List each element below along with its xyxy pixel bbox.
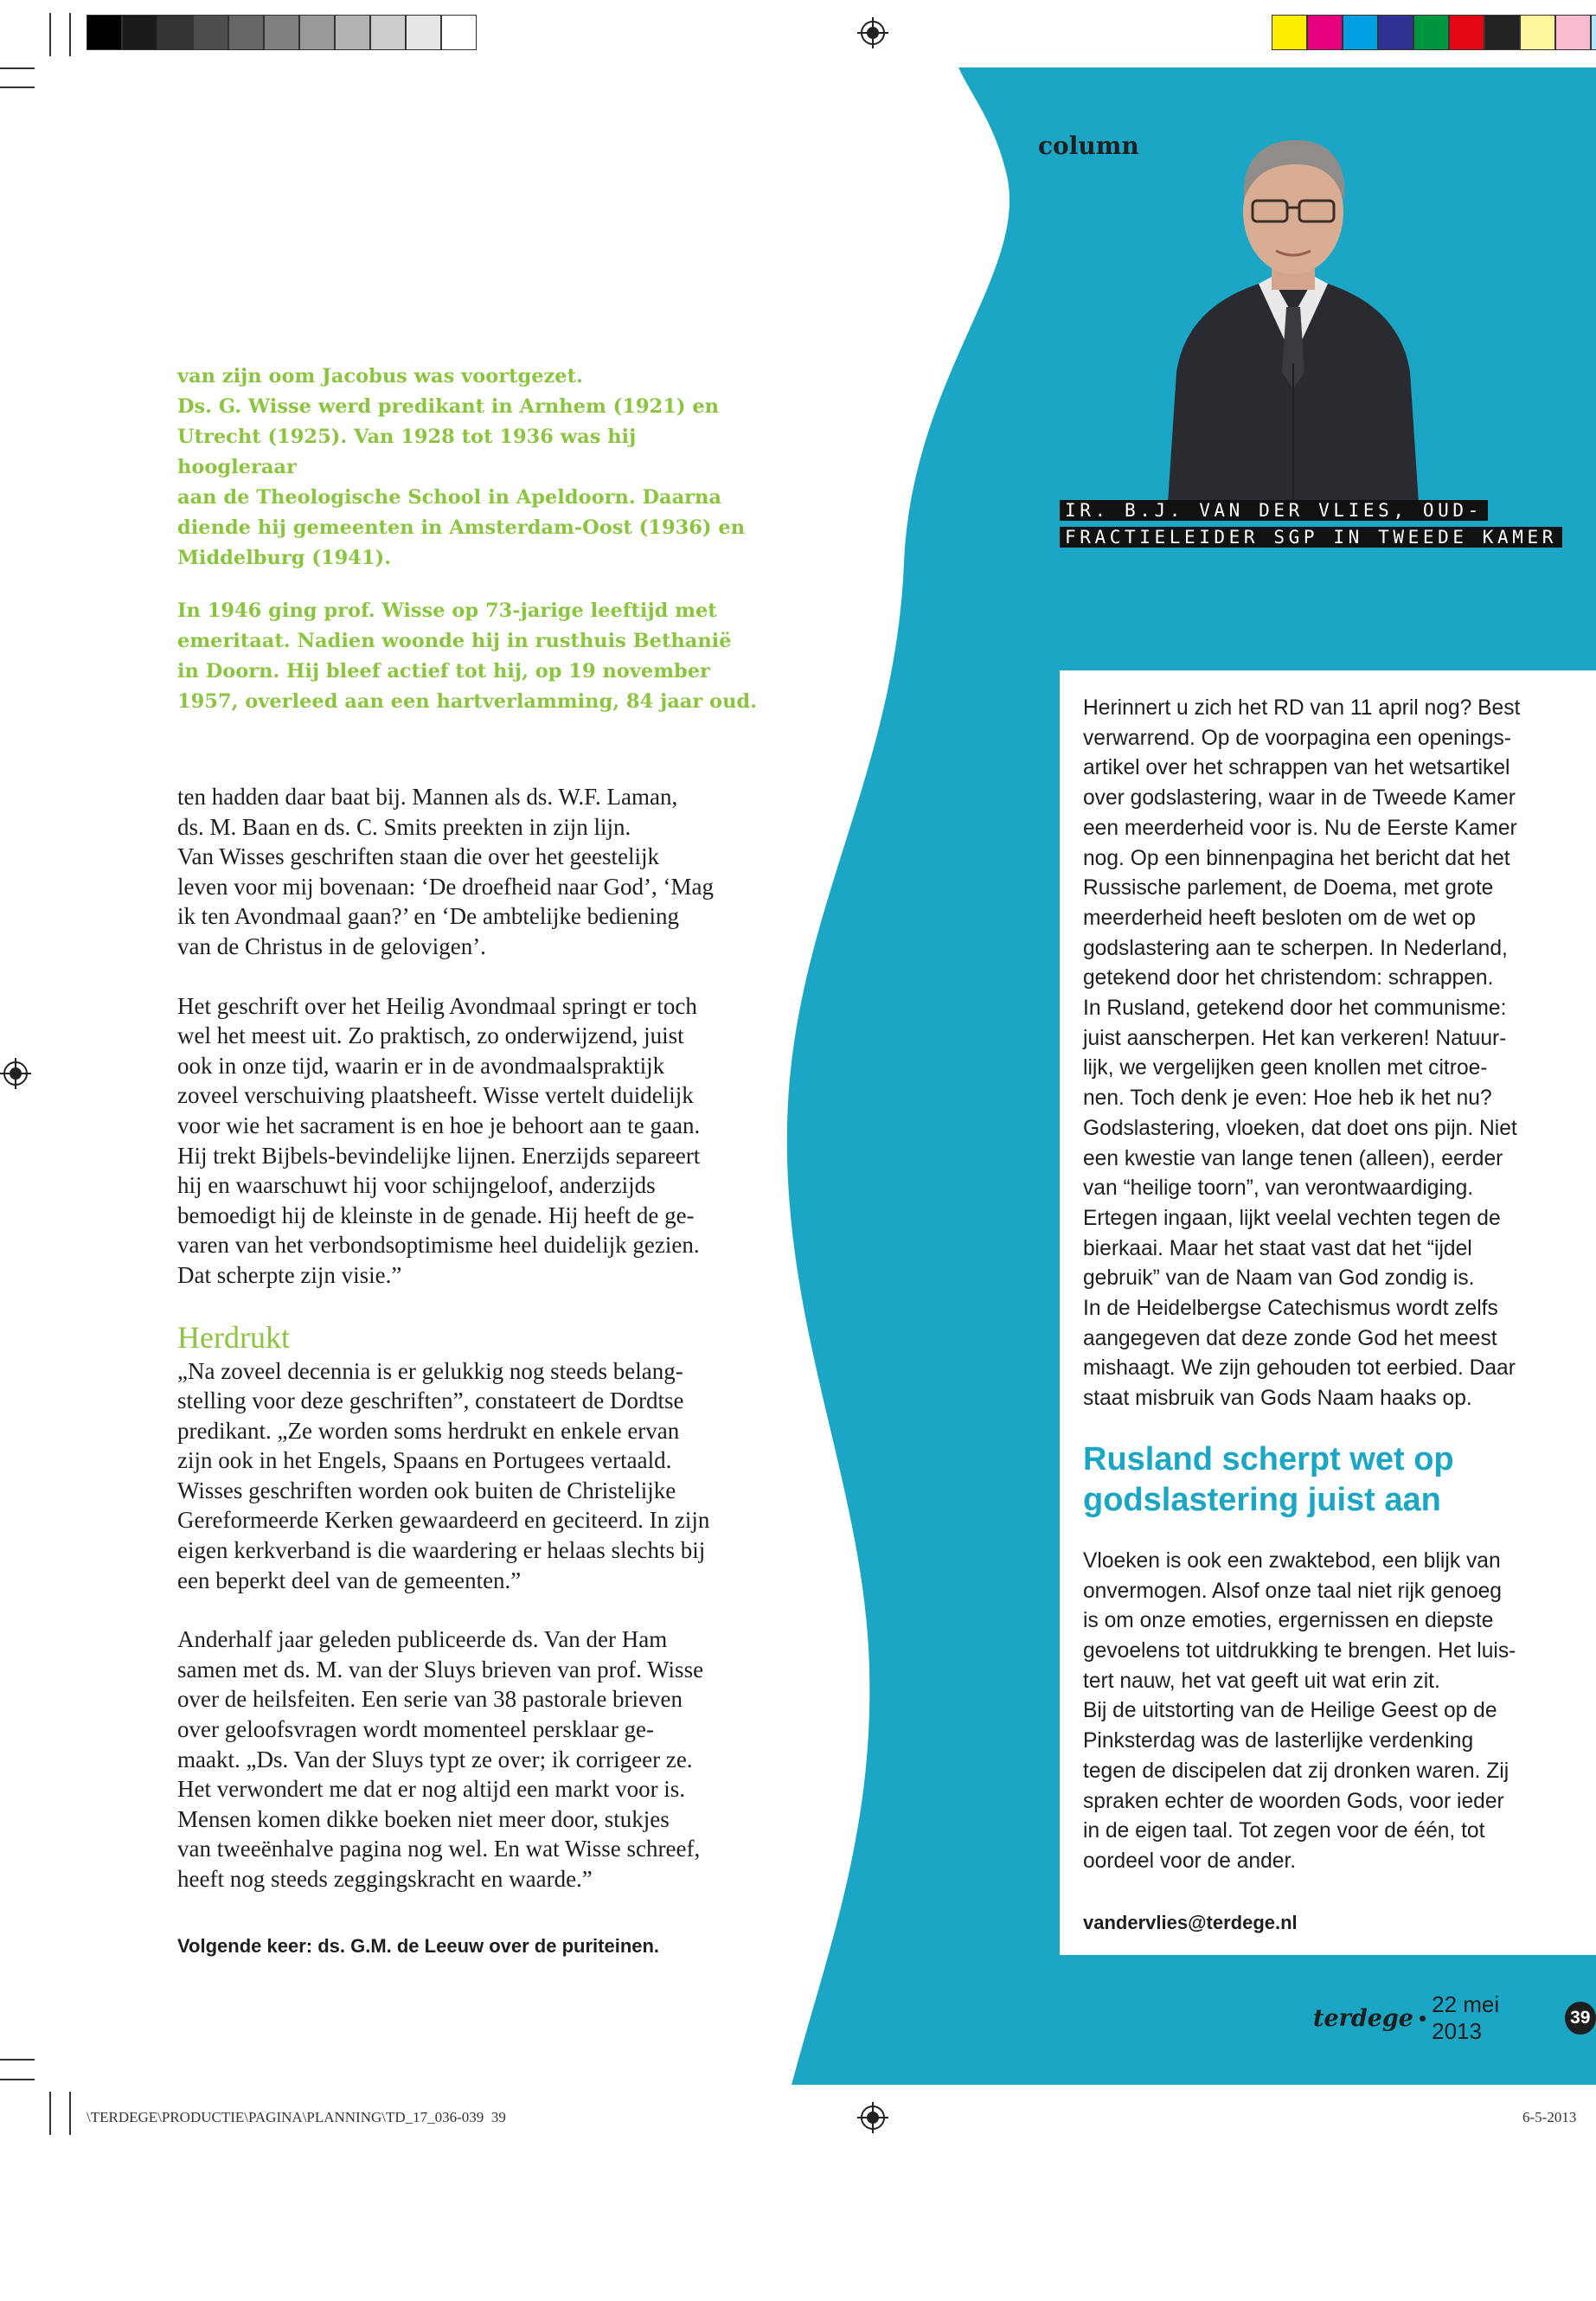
text-line: van “heilige toorn”, van verontwaardiging. (1083, 1176, 1474, 1201)
color-swatch (1591, 15, 1596, 50)
color-swatch (1484, 15, 1520, 50)
text-line: mishaagt. We zijn gehouden tot eerbied. Daar (1083, 1356, 1516, 1381)
color-swatch (122, 15, 157, 50)
color-swatch (1520, 15, 1555, 50)
color-swatch (193, 15, 228, 50)
text-line: heeft nog steeds zeggingskracht en waarde.” (177, 1866, 593, 1892)
text-line: maakt. „Ds. Van der Sluys typt ze over; ik corrigeer ze. (177, 1746, 693, 1772)
text-line: Ds. G. Wisse werd predikant in Arnhem (1921) en (177, 395, 720, 418)
crop-mark (0, 2079, 35, 2080)
text-line: nog. Op een binnenpagina het bericht dat het (1083, 846, 1510, 870)
color-swatch (335, 15, 370, 50)
text-line: in de eigen taal. Tot zegen voor de één, tot (1083, 1819, 1485, 1843)
left-paragraph-4 (177, 1625, 757, 1894)
text-line: In Rusland, getekend door het communisme: (1083, 997, 1507, 1021)
text-line: Pinksterdag was de lasterlijke verdenking (1083, 1729, 1474, 1753)
text-line: Van Wisses geschriften staan die over het geestelijk (177, 843, 659, 870)
column-subhead: Rusland scherpt wet op godslastering juist aan (1083, 1440, 1454, 1518)
color-swatch (157, 15, 193, 50)
column-headline: Zwaktebod (1081, 567, 1538, 657)
text-line: aan de Theologische School in Apeldoorn. Daarna (177, 486, 721, 509)
registration-mark-icon (0, 1058, 31, 1089)
registration-mark-icon (857, 17, 888, 48)
text-line: stelling voor deze geschriften”, constateert de Dordtse (177, 1388, 684, 1414)
text-line: Anderhalf jaar geleden publiceerde ds. Van der Ham (177, 1626, 668, 1653)
text-line: staat misbruik van Gods Naam haaks op. (1083, 1387, 1472, 1411)
slug-path (87, 2109, 506, 2126)
text-line: samen met ds. M. van der Sluys brieven van prof. Wisse (177, 1656, 704, 1682)
author-email: vandervlies@terdege.nl (1083, 1911, 1298, 1933)
text-line: Middelburg (1941). (177, 547, 392, 569)
green-paragraph-1 (177, 362, 757, 574)
author-caption (1060, 497, 1596, 551)
text-line: predikant. „Ze worden soms herdrukt en enkele ervan (177, 1417, 680, 1444)
text-line: van tweeënhalve pagina nog wel. En wat Wisse schreef, (177, 1836, 701, 1862)
text-line: Russische parlement, de Doema, met grote (1083, 876, 1494, 901)
text-line: van de Christus in de gelovigen’. (177, 933, 486, 959)
crop-mark (0, 2059, 35, 2061)
color-swatch (264, 15, 299, 50)
text-line: In de Heidelbergse Catechismus wordt zelfs (1083, 1297, 1498, 1321)
text-line: ten hadden daar baat bij. Mannen als ds. W.F. Laman, (177, 784, 678, 810)
text-line: tegen de discipelen dat zij dronken waren. Zij (1083, 1759, 1509, 1783)
text-line: varen van het verbondsoptimisme heel duidelijk gezien. (177, 1232, 700, 1259)
color-swatch (1555, 15, 1591, 50)
text-line: In 1946 ging prof. Wisse op 73-jarige leeftijd met (177, 599, 717, 622)
column-body (1083, 694, 1580, 1938)
text-line: 1957, overleed aan een hartverlamming, 84 jaar oud. (177, 690, 757, 713)
color-swatch (228, 15, 264, 50)
text-line: Vloeken is ook een zwaktebod, een blijk van (1083, 1548, 1501, 1573)
text-line: bierkaai. Maar het staat vast dat het “ijdel (1083, 1236, 1472, 1260)
color-swatch (1343, 15, 1378, 50)
text-line: over godslastering, waar in de Tweede Kamer (1083, 786, 1516, 811)
text-line: Godslastering, vloeken, dat doet ons pijn. Niet (1083, 1116, 1517, 1140)
color-swatch (1307, 15, 1343, 50)
text-line: emeritaat. Nadien woonde hij in rusthuis Bethanië (177, 630, 732, 652)
registration-mark-icon (857, 2102, 888, 2133)
text-line: meerderheid heeft besloten om de wet op (1083, 906, 1476, 930)
slug-date: 6-5-2013 (1522, 2109, 1577, 2125)
text-line: onvermogen. Alsof onze taal niet rijk genoeg (1083, 1579, 1502, 1603)
color-swatch (370, 15, 406, 50)
folio-separator: • (1419, 2004, 1427, 2031)
text-line: Hij trekt Bijbels-bevindelijke lijnen. Enerzijds separeert (177, 1142, 701, 1169)
text-line: Wisses geschriften worden ook buiten de Christelijke (177, 1477, 676, 1503)
text-line: Herinnert u zich het RD van 11 april nog? Best (1083, 696, 1521, 720)
text-line: lijk, we vergelijken geen knollen met citroe- (1083, 1056, 1488, 1080)
color-swatch (406, 15, 441, 50)
left-article-body (177, 782, 757, 1924)
text-line: spraken echter de woorden Gods, voor ieder (1083, 1789, 1504, 1813)
text-line: „Na zoveel decennia is er gelukkig nog steeds belang- (177, 1357, 683, 1384)
text-line: gevoelens tot uitdrukking te brengen. Het luis- (1083, 1638, 1516, 1663)
grayscale-color-bar (87, 15, 477, 50)
text-line: leven voor mij bovenaan: ‘De droefheid naar God’, ‘Mag (177, 873, 715, 900)
left-paragraph-1 (177, 782, 757, 962)
green-intro-box (177, 362, 757, 740)
text-line: eigen kerkverband is die waardering er helaas slechts bij (177, 1537, 706, 1564)
text-line: verwarrend. Op de voorpagina een openings- (1083, 726, 1511, 750)
color-swatch (299, 15, 335, 50)
author-portrait (1151, 130, 1436, 503)
text-line: Gereformeerde Kerken gewaardeerd en geciteerd. In zijn (177, 1507, 710, 1534)
text-line: oordeel voor de ander. (1083, 1849, 1297, 1873)
text-line: over geloofsvragen wordt momenteel persklaar ge- (177, 1716, 655, 1743)
text-line: ds. M. Baan en ds. C. Smits preekten in zijn lijn. (177, 813, 631, 840)
column-paragraph-2 (1083, 1547, 1580, 1877)
text-line: diende hij gemeenten in Amsterdam-Oost (1936) en (177, 516, 746, 539)
text-line: Utrecht (1925). Van 1928 tot 1936 was hij hoogleraar (177, 426, 637, 478)
crop-mark (49, 2092, 51, 2135)
text-line: godslastering aan te scherpen. In Nederland, (1083, 936, 1508, 960)
crop-mark (69, 2092, 71, 2135)
text-line: ik ten Avondmaal gaan?’ en ‘De ambtelijke bediening (177, 903, 680, 930)
caption-line-2: FRACTIELEIDER SGP IN TWEEDE KAMER (1060, 527, 1562, 548)
color-swatch (1378, 15, 1413, 50)
issue-date: 22 mei 2013 (1432, 1991, 1500, 2044)
text-line: bemoedigt hij de kleinste in de genade. Hij heeft de ge- (177, 1202, 695, 1228)
crop-mark (69, 13, 71, 56)
text-line: gebruik” van de Naam van God zondig is. (1083, 1266, 1475, 1291)
color-swatch (1413, 15, 1449, 50)
color-swatch (1272, 15, 1307, 50)
section-label: column (1038, 131, 1139, 160)
text-line: een beperkt deel van de gemeenten.” (177, 1567, 522, 1593)
text-line: een kwestie van lange tenen (alleen), eerder (1083, 1146, 1503, 1170)
text-line: zoveel verschuiving plaatsheeft. Wisse vertelt duidelijk (177, 1082, 694, 1109)
left-paragraph-3 (177, 1356, 757, 1596)
text-line: nen. Toch denk je even: Hoe heb ik het nu? (1083, 1086, 1492, 1111)
column-paragraph-1 (1083, 694, 1580, 1414)
text-line: Het verwondert me dat er nog altijd een markt voor is. (177, 1776, 686, 1803)
color-swatch (441, 15, 477, 50)
color-swatch (87, 15, 122, 50)
page-number: 39 (1565, 2002, 1596, 2035)
text-line: artikel over het schrappen van het wetsartikel (1083, 756, 1510, 780)
slug-file-path: \TERDEGE\PRODUCTIE\PAGINA\PLANNING\TD_17_036-039 (87, 2109, 484, 2125)
text-line: getekend door het christendom: schrappen. (1083, 966, 1494, 990)
text-line: is om onze emoties, ergernissen en diepste (1083, 1609, 1494, 1633)
color-swatch (1449, 15, 1484, 50)
process-color-bar (1272, 15, 1596, 50)
text-line: Dat scherpte zijn visie.” (177, 1261, 402, 1288)
text-line: hij en waarschuwt hij voor schijngeloof, anderzijds (177, 1172, 656, 1199)
magazine-brand: terdege (1313, 2004, 1413, 2032)
text-line: Het geschrift over het Heilig Avondmaal springt er toch (177, 992, 697, 1019)
text-line: aangegeven dat deze zonde God het meest (1083, 1326, 1497, 1350)
text-line: over de heilsfeiten. Een serie van 38 pastorale brieven (177, 1686, 683, 1713)
text-line: tert nauw, het vat geeft uit wat erin zit. (1083, 1669, 1440, 1693)
text-line: voor wie het sacrament is en hoe je behoort aan te gaan. (177, 1112, 701, 1138)
text-line: juist aanscherpen. Het kan verkeren! Natuur- (1083, 1026, 1507, 1050)
green-paragraph-2 (177, 596, 757, 717)
crop-mark (49, 13, 51, 56)
text-line: Bij de uitstorting van de Heilige Geest op de (1083, 1699, 1497, 1723)
text-line: ook in onze tijd, waarin er in de avondmaalspraktijk (177, 1052, 665, 1079)
text-line: een meerderheid voor is. Nu de Eerste Kamer (1083, 816, 1517, 840)
subhead-herdrukt: Herdrukt (177, 1319, 290, 1355)
text-line: zijn ook in het Engels, Spaans en Portugees vertaald. (177, 1447, 672, 1474)
next-issue-note: Volgende keer: ds. G.M. de Leeuw over de puriteinen. (177, 1935, 660, 1957)
text-line: wel het meest uit. Zo praktisch, zo onderwijzend, juist (177, 1022, 684, 1049)
text-line: in Doorn. Hij bleef actief tot hij, op 19 november (177, 660, 710, 683)
caption-line-1: IR. B.J. VAN DER VLIES, OUD- (1060, 500, 1488, 521)
crop-mark (0, 67, 35, 69)
text-line: Mensen komen dikke boeken niet meer door, stukjes (177, 1805, 670, 1832)
page-folio (1313, 1991, 1596, 2045)
left-paragraph-2 (177, 991, 757, 1291)
text-line: Ertegen ingaan, lijkt veelal vechten tegen de (1083, 1206, 1501, 1230)
text-line: van zijn oom Jacobus was voortgezet. (177, 365, 583, 388)
crop-mark (0, 87, 35, 88)
slug-page: 39 (490, 2109, 506, 2125)
